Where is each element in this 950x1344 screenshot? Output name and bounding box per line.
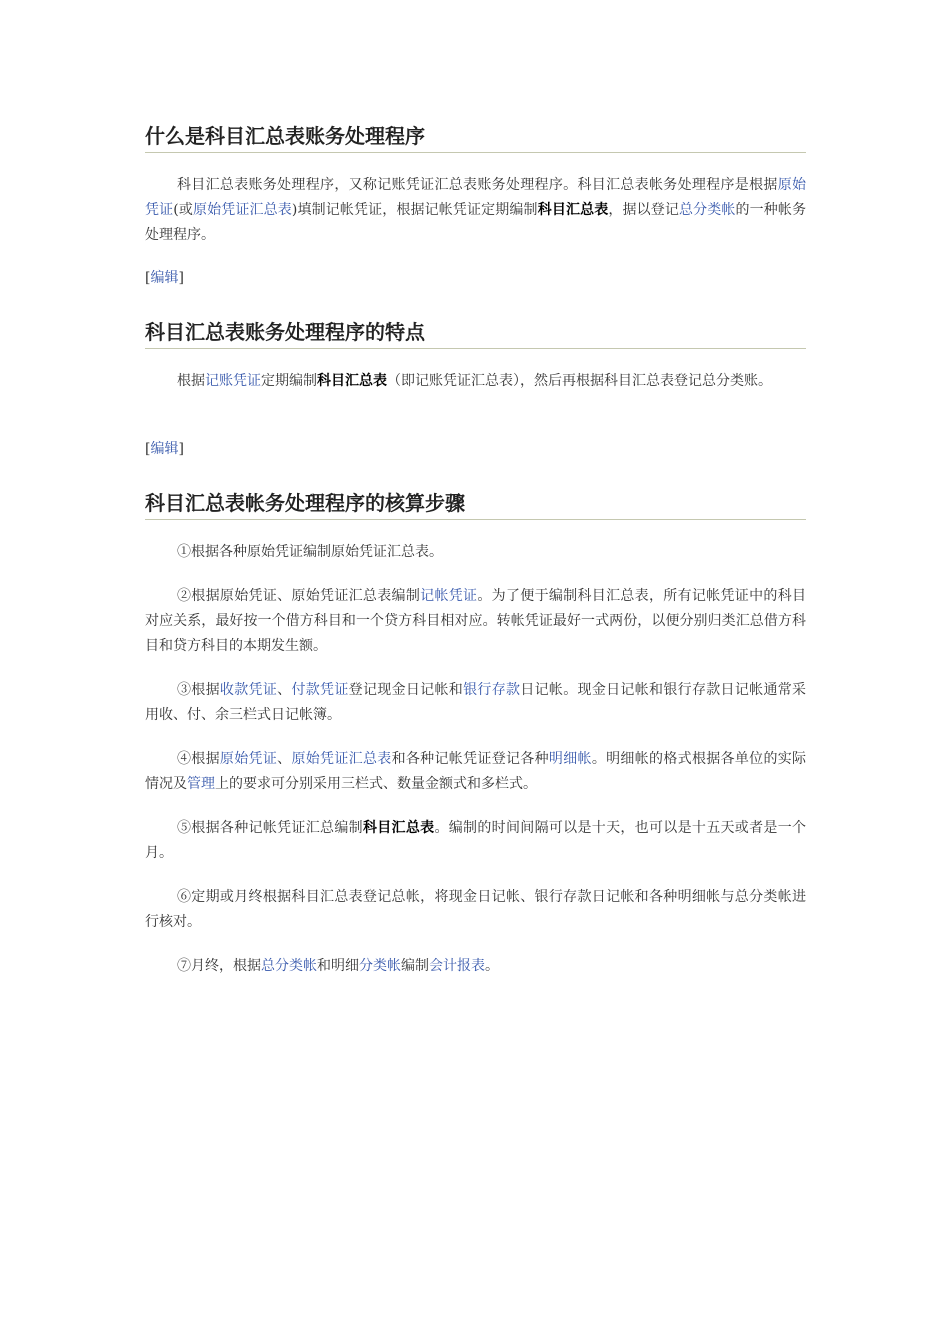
link-general-ledger-2[interactable]: 总分类帐	[261, 958, 317, 974]
features-paragraph: 根据记账凭证定期编制科目汇总表（即记账凭证汇总表），然后再根据科目汇总表登记总分类账。	[177, 373, 772, 389]
step-5: ⑤根据各种记帐凭证汇总编制科目汇总表。编制的时间间隔可以是十天，也可以是十五天或者是一个月。	[145, 820, 807, 861]
step-6: ⑥定期或月终根据科目汇总表登记总帐，将现金日记帐、银行存款日记帐和各种明细帐与总分类帐进行核对。	[145, 889, 806, 930]
link-accounting-statements[interactable]: 会计报表	[429, 958, 485, 974]
link-detail-ledger[interactable]: 明细帐	[548, 751, 592, 767]
link-subsidiary-ledger[interactable]: 分类帐	[359, 958, 401, 974]
link-management[interactable]: 管理	[187, 776, 215, 792]
link-original-voucher-summary[interactable]: 原始凭证汇总表	[193, 202, 292, 218]
link-payment-voucher[interactable]: 付款凭证	[291, 682, 349, 698]
link-original-voucher[interactable]: 原始凭证	[145, 177, 807, 218]
step-3: ③根据收款凭证、付款凭证登记现金日记帐和银行存款日记帐。现金日记帐和银行存款日记帐通常采用收、付、余三栏式日记帐簿。	[145, 682, 807, 723]
edit-link-2[interactable]: 编辑	[150, 441, 179, 457]
edit-link-1[interactable]: 编辑	[150, 270, 179, 286]
link-original-voucher-2[interactable]: 原始凭证	[219, 751, 278, 767]
bold-subject-summary: 科目汇总表	[537, 202, 609, 218]
section-heading-features: 科目汇总表账务处理程序的特点	[145, 318, 806, 349]
step-7: ⑦月终，根据总分类帐和明细分类帐编制会计报表。	[177, 958, 499, 974]
edit-section-1: [编辑]	[145, 270, 184, 286]
link-general-ledger[interactable]: 总分类帐	[679, 202, 736, 218]
link-accounting-voucher[interactable]: 记账凭证	[205, 373, 261, 389]
edit-section-2: [编辑]	[145, 441, 184, 457]
link-original-voucher-summary-2[interactable]: 原始凭证汇总表	[291, 751, 392, 767]
link-accounting-voucher-2[interactable]: 记帐凭证	[420, 588, 478, 604]
definition-paragraph: 科目汇总表账务处理程序，又称记账凭证汇总表账务处理程序。科目汇总表帐务处理程序是根据原始凭证(或原始凭证汇总表)填制记帐凭证，根据记帐凭证定期编制科目汇总表，据以登记总分类帐的一种帐务处理程序。	[145, 177, 807, 243]
bold-subject-summary-2: 科目汇总表	[317, 373, 387, 389]
step-1: ①根据各种原始凭证编制原始凭证汇总表。	[177, 544, 443, 560]
step-4: ④根据原始凭证、原始凭证汇总表和各种记帐凭证登记各种明细帐。明细帐的格式根据各单位的实际情况及管理上的要求可分别采用三栏式、数量金额式和多栏式。	[145, 751, 807, 792]
link-bank-deposit[interactable]: 银行存款	[463, 682, 521, 698]
section-heading-definition: 什么是科目汇总表账务处理程序	[145, 122, 806, 153]
section-heading-steps: 科目汇总表帐务处理程序的核算步骤	[145, 489, 806, 520]
link-receipt-voucher[interactable]: 收款凭证	[219, 682, 278, 698]
bold-subject-summary-3: 科目汇总表	[362, 820, 435, 836]
step-2: ②根据原始凭证、原始凭证汇总表编制记帐凭证。为了便于编制科目汇总表，所有记帐凭证中的科目对应关系，最好按一个借方科目和一个贷方科目相对应。转帐凭证最好一式两份，以便分别归类汇总借方科目和贷方科目的本期发生额。	[145, 588, 807, 654]
